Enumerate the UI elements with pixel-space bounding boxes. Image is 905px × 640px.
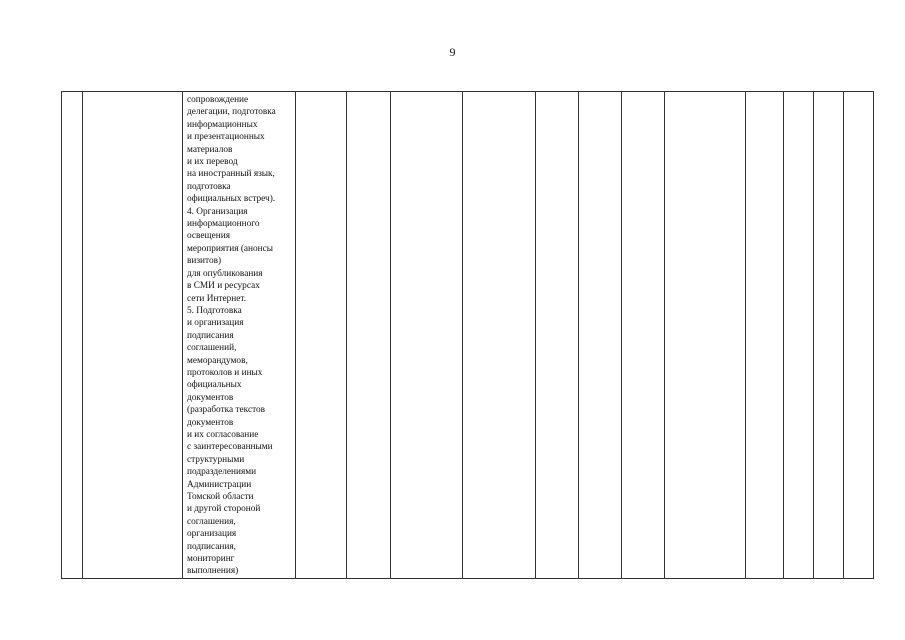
text-line: 5. Подготовка bbox=[187, 305, 242, 316]
text-line: и другой стороной bbox=[187, 504, 261, 515]
table-cell-10 bbox=[622, 92, 665, 579]
table-cell-12 bbox=[746, 92, 784, 579]
text-line: визитов) bbox=[187, 256, 222, 267]
table-cell-9 bbox=[579, 92, 622, 579]
text-line: Томской области bbox=[187, 492, 254, 502]
table-cell-15 bbox=[844, 92, 874, 579]
table-cell-7 bbox=[463, 92, 536, 579]
text-line: для опубликования bbox=[187, 268, 263, 279]
text-line: подготовка bbox=[187, 181, 231, 192]
text-line: соглашений, bbox=[187, 343, 237, 354]
text-line: официальных bbox=[187, 380, 242, 391]
table-cell-5 bbox=[347, 92, 391, 579]
page-number: 9 bbox=[449, 45, 456, 59]
text-line: протоколов и иных bbox=[187, 367, 263, 378]
table-cell-13 bbox=[784, 92, 814, 579]
text-line: информационного bbox=[187, 219, 260, 230]
table-cell-2 bbox=[83, 92, 183, 579]
table-cell-6 bbox=[391, 92, 463, 579]
table-cell-8 bbox=[536, 92, 579, 579]
text-line: структурными bbox=[187, 454, 245, 465]
table-cell-1 bbox=[62, 92, 83, 579]
table-cell-11 bbox=[665, 92, 746, 579]
text-line: и организация bbox=[187, 318, 244, 329]
text-line: подразделениями bbox=[187, 467, 257, 478]
text-line: подписания bbox=[187, 330, 234, 341]
text-line: организация bbox=[187, 529, 237, 540]
text-line: мониторинг bbox=[187, 554, 235, 565]
text-line: выполнения) bbox=[187, 566, 239, 577]
text-line: сети Интернет. bbox=[187, 293, 247, 304]
text-line: освещения bbox=[187, 231, 230, 242]
text-line: на иностранный язык, bbox=[187, 169, 275, 180]
text-line: подписания, bbox=[187, 541, 236, 552]
activity-description-text bbox=[183, 92, 295, 578]
document-table bbox=[61, 91, 874, 579]
text-line: документов bbox=[187, 417, 234, 428]
text-line: материалов bbox=[187, 144, 233, 155]
text-line: Администрации bbox=[187, 479, 252, 490]
text-line: делегации, подготовка bbox=[187, 107, 276, 118]
text-line: информационных bbox=[187, 119, 258, 130]
text-line: соглашения, bbox=[187, 516, 236, 527]
text-line: с заинтересованными bbox=[187, 442, 273, 453]
text-line: мероприятия (анонсы bbox=[187, 243, 274, 254]
text-line: и презентационных bbox=[187, 132, 265, 143]
text-line: 4. Организация bbox=[187, 206, 248, 217]
text-line: меморандумов, bbox=[187, 355, 248, 366]
text-line: официальных встреч). bbox=[187, 194, 276, 205]
text-line: (разработка текстов bbox=[187, 405, 266, 416]
text-line: и их согласование bbox=[187, 429, 259, 440]
table-row bbox=[62, 92, 874, 579]
table-cell-4 bbox=[296, 92, 347, 579]
text-line: документов bbox=[187, 392, 234, 403]
table-cell-activity-description bbox=[183, 92, 296, 579]
text-line: и их перевод bbox=[187, 157, 238, 168]
text-line: в СМИ и ресурсах bbox=[187, 281, 260, 292]
table-cell-14 bbox=[814, 92, 844, 579]
text-line: сопровождение bbox=[187, 95, 249, 105]
